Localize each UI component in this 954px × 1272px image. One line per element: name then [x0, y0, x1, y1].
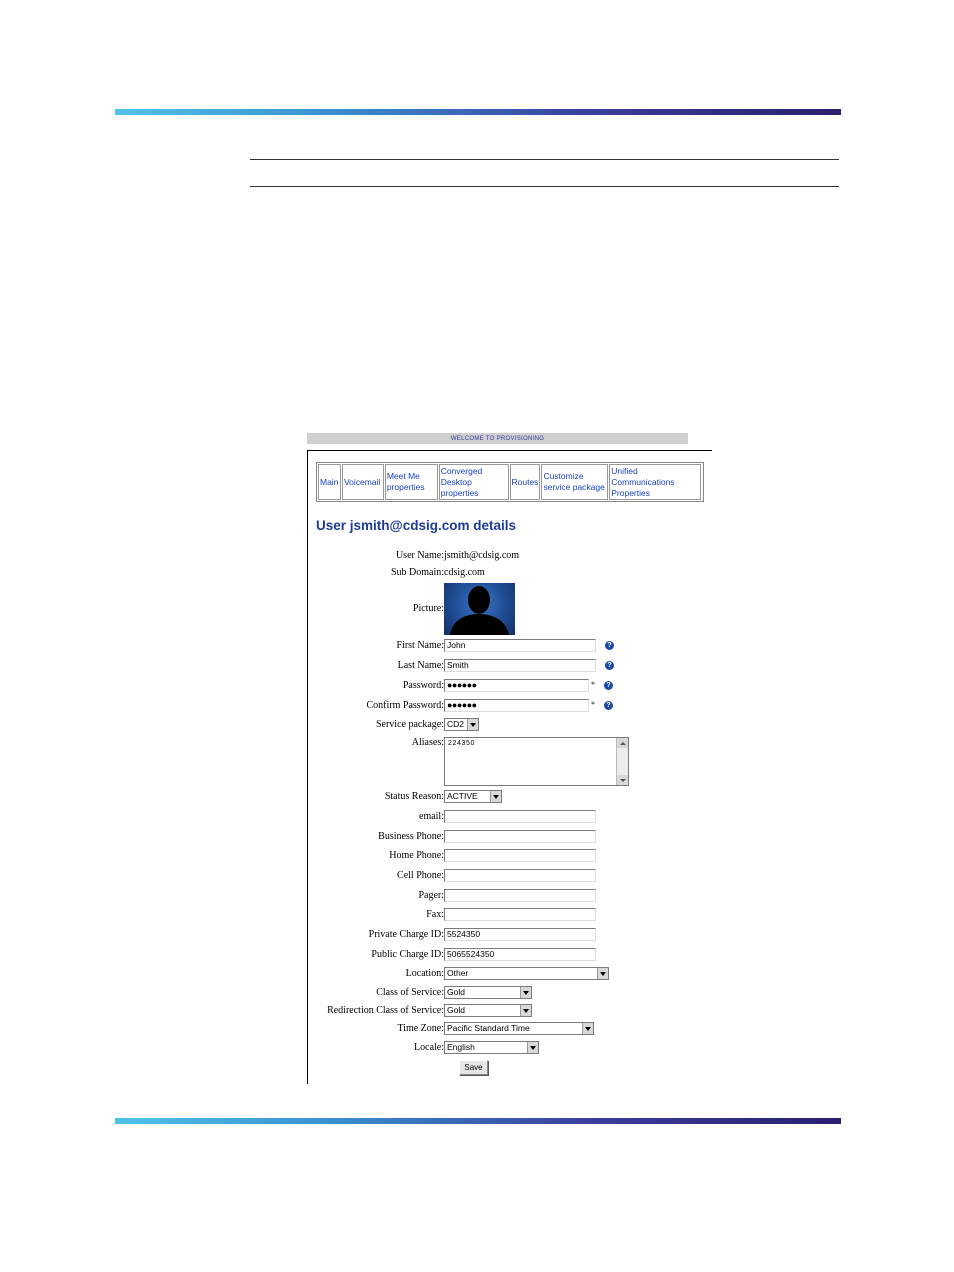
chevron-down-icon[interactable]: [490, 791, 501, 802]
fax-field[interactable]: [444, 908, 596, 921]
status-reason-label: Status Reason:: [384, 791, 444, 802]
service-package-value: CD2: [447, 719, 465, 729]
status-reason-value: ACTIVE: [447, 791, 478, 801]
first-name-label: First Name:: [396, 640, 444, 651]
confirm-password-label: Confirm Password:: [366, 700, 444, 711]
aliases-label: Aliases:: [411, 737, 444, 748]
cell-phone-label: Cell Phone:: [397, 870, 444, 881]
sub-domain-value: cdsig.com: [444, 567, 485, 578]
tab-voicemail[interactable]: Voicemail: [342, 464, 384, 500]
locale-select[interactable]: [444, 1041, 539, 1054]
fax-label: Fax:: [426, 909, 444, 920]
provisioning-screenshot: [306, 432, 716, 1084]
public-charge-id-label: Public Charge ID:: [371, 949, 444, 960]
first-name-field[interactable]: John: [444, 639, 596, 652]
help-icon[interactable]: ?: [605, 641, 614, 650]
time-zone-select[interactable]: [444, 1022, 594, 1035]
status-reason-select[interactable]: [444, 790, 502, 803]
business-phone-field[interactable]: [444, 830, 596, 843]
class-of-service-select[interactable]: [444, 986, 532, 999]
help-icon[interactable]: ?: [605, 661, 614, 670]
avatar: [444, 583, 515, 635]
header-rule-bottom: [250, 186, 839, 187]
business-phone-label: Business Phone:: [378, 831, 444, 842]
email-field[interactable]: [444, 810, 596, 823]
chevron-down-icon[interactable]: [520, 1005, 531, 1016]
email-label: email:: [419, 811, 444, 822]
sub-domain-label: Sub Domain:: [390, 567, 444, 578]
tab-customize-service-package[interactable]: Customize service package: [541, 464, 608, 500]
frame-top-border: [307, 450, 712, 451]
picture-label: Picture:: [412, 603, 444, 614]
header-gradient-bar: [115, 109, 841, 115]
footer-gradient-bar: [115, 1118, 841, 1124]
password-field[interactable]: ●●●●●●: [444, 679, 589, 692]
redirection-cos-value: Gold: [447, 1005, 465, 1015]
location-label: Location:: [405, 968, 444, 979]
cell-phone-field[interactable]: [444, 869, 596, 882]
user-silhouette-icon: [444, 583, 515, 635]
private-charge-id-label: Private Charge ID:: [368, 929, 444, 940]
aliases-textarea[interactable]: [444, 737, 629, 786]
tab-meet-me[interactable]: Meet Me properties: [385, 464, 438, 500]
class-of-service-value: Gold: [447, 987, 465, 997]
last-name-label: Last Name:: [397, 660, 444, 671]
location-select[interactable]: [444, 967, 609, 980]
chevron-down-icon[interactable]: [527, 1042, 538, 1053]
location-value: Other: [447, 968, 469, 978]
pager-label: Pager:: [418, 890, 444, 901]
time-zone-value: Pacific Standard Time: [447, 1023, 530, 1033]
tab-main[interactable]: Main: [318, 464, 341, 500]
required-mark: *: [591, 680, 595, 689]
private-charge-id-field[interactable]: 5524350: [444, 928, 596, 941]
scroll-up-icon[interactable]: [617, 738, 628, 748]
header-rule-top: [250, 159, 839, 160]
locale-label: Locale:: [414, 1042, 444, 1053]
password-label: Password:: [402, 680, 444, 691]
home-phone-field[interactable]: [444, 849, 596, 862]
help-icon[interactable]: ?: [604, 701, 613, 710]
service-package-select[interactable]: [444, 718, 479, 731]
tab-bar: [316, 462, 704, 502]
service-package-label: Service package:: [375, 719, 444, 730]
confirm-password-field[interactable]: ●●●●●●: [444, 699, 589, 712]
locale-value: English: [447, 1042, 475, 1052]
class-of-service-label: Class of Service:: [376, 987, 444, 998]
tab-unified-communications[interactable]: Unified Communications Properties: [609, 464, 701, 500]
scroll-down-icon[interactable]: [617, 775, 628, 785]
welcome-banner: WELCOME TO PROVISIONING: [307, 433, 688, 444]
last-name-field[interactable]: Smith: [444, 659, 596, 672]
help-icon[interactable]: ?: [604, 681, 613, 690]
tab-converged-desktop[interactable]: Converged Desktop properties: [439, 464, 509, 500]
save-button[interactable]: Save: [459, 1060, 488, 1075]
redirection-cos-label: Redirection Class of Service:: [327, 1005, 444, 1016]
required-mark: *: [591, 700, 595, 709]
aliases-value: 224350: [448, 740, 475, 747]
chevron-down-icon[interactable]: [597, 968, 608, 979]
user-name-label: User Name:: [395, 550, 444, 561]
aliases-scrollbar[interactable]: [616, 738, 628, 785]
pager-field[interactable]: [444, 889, 596, 902]
chevron-down-icon[interactable]: [582, 1023, 593, 1034]
page-title: User jsmith@cdsig.com details: [316, 518, 516, 533]
chevron-down-icon[interactable]: [467, 719, 478, 730]
public-charge-id-field[interactable]: 5065524350: [444, 948, 596, 961]
redirection-cos-select[interactable]: [444, 1004, 532, 1017]
user-name-value: jsmith@cdsig.com: [444, 550, 520, 561]
home-phone-label: Home Phone:: [389, 850, 444, 861]
time-zone-label: Time Zone:: [397, 1023, 444, 1034]
chevron-down-icon[interactable]: [520, 987, 531, 998]
frame-left-border: [307, 450, 308, 1084]
tab-routes[interactable]: Routes: [510, 464, 541, 500]
